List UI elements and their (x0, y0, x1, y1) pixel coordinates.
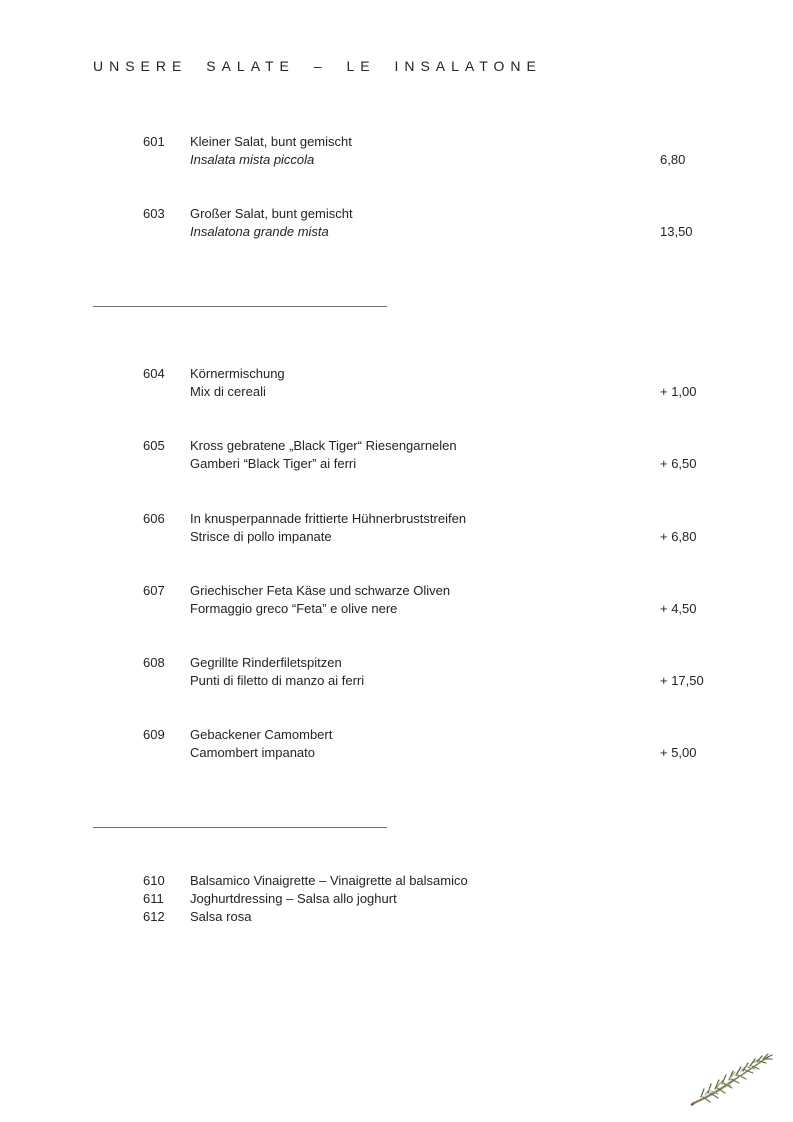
menu-item (0, 654, 793, 690)
item-price: + 17,50 (660, 673, 704, 688)
item-name-de: Gegrillte Rinderfiletspitzen (190, 655, 342, 670)
menu-item (0, 510, 793, 546)
item-price: + 1,00 (660, 384, 697, 399)
menu-item (0, 133, 793, 169)
item-number: 610 (143, 873, 165, 888)
item-name-de: Balsamico Vinaigrette – Vinaigrette al balsamico (190, 873, 468, 888)
item-number: 607 (143, 583, 165, 598)
item-price: + 4,50 (660, 601, 697, 616)
item-name-it: Gamberi “Black Tiger” ai ferri (190, 456, 357, 471)
section-divider (93, 306, 387, 307)
menu-item (0, 365, 793, 401)
item-name-de: Kross gebratene „Black Tiger“ Riesengarnelen (190, 438, 457, 453)
menu-item (0, 872, 793, 890)
item-number: 605 (143, 438, 165, 453)
item-price: 13,50 (660, 224, 693, 239)
item-number: 606 (143, 511, 165, 526)
menu-item (0, 890, 793, 908)
menu-item (0, 437, 793, 473)
item-name-de: Körnermischung (190, 366, 285, 381)
item-number: 612 (143, 909, 165, 924)
item-name-it: Mix di cereali (190, 384, 266, 399)
page-title: UNSERE SALATE – LE INSALATONE (93, 58, 542, 74)
item-number: 609 (143, 727, 165, 742)
item-name-it: Insalata mista piccola (190, 152, 315, 167)
item-name-de: Großer Salat, bunt gemischt (190, 206, 353, 221)
menu-item (0, 205, 793, 241)
item-name-de: Gebackener Camombert (190, 727, 333, 742)
item-number: 603 (143, 206, 165, 221)
item-name-de: Kleiner Salat, bunt gemischt (190, 134, 352, 149)
item-name-it: Camombert impanato (190, 745, 315, 760)
item-number: 611 (143, 891, 164, 906)
menu-item (0, 908, 793, 926)
item-name-de: In knusperpannade frittierte Hühnerbruststreifen (190, 511, 467, 526)
item-name-it: Strisce di pollo impanate (190, 529, 332, 544)
menu-item (0, 582, 793, 618)
item-name-de: Griechischer Feta Käse und schwarze Oliven (190, 583, 451, 598)
menu-item (0, 726, 793, 762)
item-name-de: Salsa rosa (190, 909, 252, 924)
item-name-it: Insalatona grande mista (190, 224, 329, 239)
item-price: 6,80 (660, 152, 686, 167)
rosemary-sprig-image (688, 1046, 780, 1108)
item-number: 608 (143, 655, 165, 670)
item-number: 601 (143, 134, 165, 149)
item-number: 604 (143, 366, 165, 381)
item-name-it: Formaggio greco “Feta” e olive nere (190, 601, 398, 616)
item-name-it: Punti di filetto di manzo ai ferri (190, 673, 365, 688)
item-name-de: Joghurtdressing – Salsa allo joghurt (190, 891, 397, 906)
item-price: + 5,00 (660, 745, 697, 760)
item-price: + 6,50 (660, 456, 697, 471)
item-price: + 6,80 (660, 529, 697, 544)
section-divider (93, 827, 387, 828)
